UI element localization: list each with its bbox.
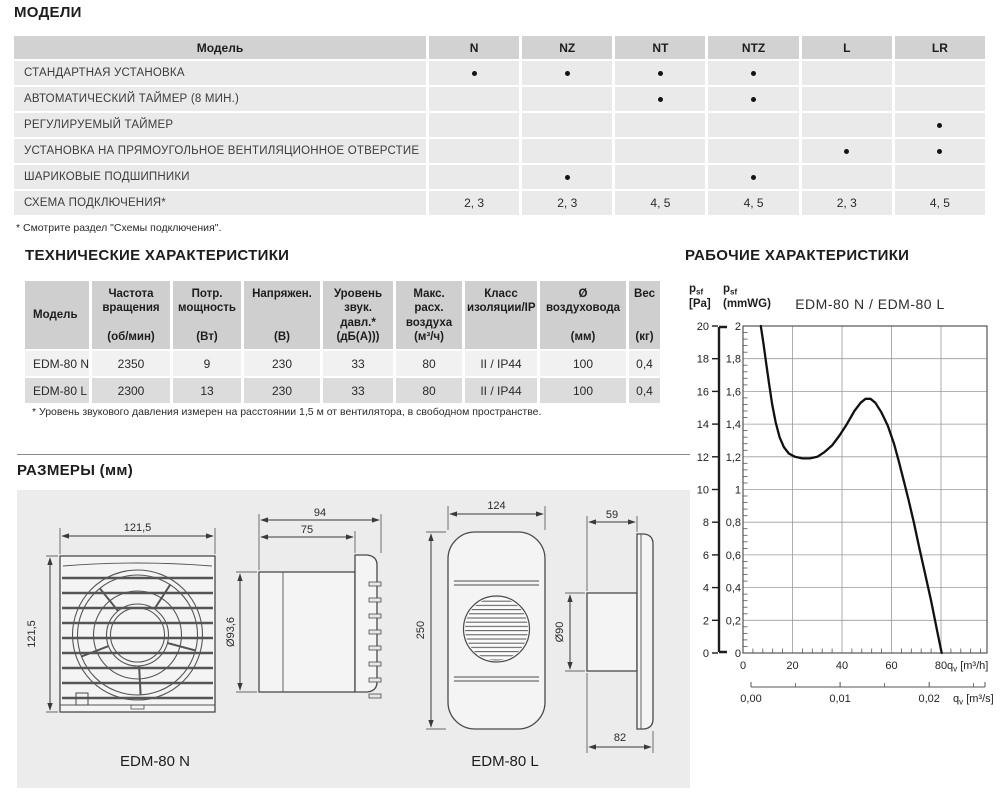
edm80l-side-view bbox=[587, 534, 653, 729]
pa-axis-unit: [Pa] bbox=[689, 298, 711, 310]
models-cell: 4, 5 bbox=[615, 191, 705, 215]
perf-title: РАБОЧИЕ ХАРАКТЕРИСТИКИ bbox=[685, 247, 910, 264]
edm80n-side-view bbox=[259, 555, 381, 698]
models-header-n: N bbox=[429, 36, 519, 59]
m3s-tick-label: 0,00 bbox=[740, 693, 762, 705]
tech-cell: 0,4 bbox=[629, 351, 660, 376]
models-cell bbox=[708, 61, 798, 85]
tech-header-name: Напряжен. bbox=[252, 288, 312, 300]
dim-l-depth-total: 82 bbox=[613, 732, 627, 744]
dim-n-front-width: 121,5 bbox=[123, 522, 152, 534]
tech-cell: 0,4 bbox=[629, 378, 660, 403]
tech-cell: 13 bbox=[173, 378, 241, 403]
tech-header-name: Частота вращения bbox=[102, 288, 160, 315]
tech-header-unit: (мм) bbox=[570, 330, 596, 343]
models-cell bbox=[802, 139, 892, 163]
models-header-model: Модель bbox=[14, 36, 426, 59]
m3s-tick-label: 0,01 bbox=[829, 693, 851, 705]
feature-dot-icon bbox=[658, 71, 663, 76]
models-cell bbox=[708, 87, 798, 111]
models-cell bbox=[802, 61, 892, 85]
tech-header-col2 bbox=[173, 281, 241, 349]
models-row-label: РЕГУЛИРУЕМЫЙ ТАЙМЕР bbox=[14, 113, 426, 137]
models-cell bbox=[522, 113, 612, 137]
models-table bbox=[14, 36, 985, 215]
edm80l-front-view bbox=[448, 532, 545, 729]
tech-table bbox=[25, 281, 660, 403]
pa-tick-label: 14 bbox=[696, 419, 709, 432]
tech-header-col5 bbox=[396, 281, 462, 349]
models-cell bbox=[895, 165, 985, 189]
tech-row-model: EDM-80 N bbox=[25, 351, 89, 376]
tech-header-name: Макс. расх. воздуха bbox=[405, 288, 453, 329]
models-header-lr: LR bbox=[895, 36, 985, 59]
tech-header-unit: (кг) bbox=[635, 330, 654, 343]
models-header-l: L bbox=[802, 36, 892, 59]
pa-tick-label: 6 bbox=[702, 549, 709, 562]
dim-n-front-height: 121,5 bbox=[26, 620, 38, 648]
models-cell bbox=[615, 61, 705, 85]
models-header-nt: NT bbox=[615, 36, 705, 59]
mmwg-tick-label: 0 bbox=[734, 648, 741, 660]
dims-title: РАЗМЕРЫ (мм) bbox=[17, 462, 134, 479]
dims-section-title bbox=[17, 462, 133, 480]
models-cell bbox=[615, 113, 705, 137]
feature-dot-icon bbox=[565, 71, 570, 76]
dimensions-panel bbox=[17, 490, 690, 788]
tech-cell: 100 bbox=[540, 351, 626, 376]
feature-dot-icon bbox=[751, 97, 756, 102]
models-cell bbox=[522, 87, 612, 111]
tech-header-name: Ø воздуховода bbox=[545, 288, 621, 315]
perf-section-title bbox=[685, 247, 909, 265]
m3h-tick-label: 80 bbox=[934, 660, 948, 672]
models-header-nz: NZ bbox=[522, 36, 612, 59]
tech-header-col1 bbox=[92, 281, 170, 349]
feature-dot-icon bbox=[937, 123, 942, 128]
models-cell bbox=[615, 139, 705, 163]
tech-header-unit: (В) bbox=[274, 330, 290, 343]
x-axis-unit-m3s: $q_v$ [m³/s] bbox=[953, 693, 994, 707]
models-cell: 4, 5 bbox=[895, 191, 985, 215]
dimensions-drawing bbox=[17, 490, 690, 788]
models-cell bbox=[615, 165, 705, 189]
tech-cell: 9 bbox=[173, 351, 241, 376]
feature-dot-icon bbox=[844, 149, 849, 154]
mmwg-tick-label: 0,6 bbox=[725, 549, 741, 562]
models-cell: 2, 3 bbox=[429, 191, 519, 215]
feature-dot-icon bbox=[937, 149, 942, 154]
tech-header-name: Потр. мощность bbox=[178, 288, 236, 315]
models-cell: 4, 5 bbox=[708, 191, 798, 215]
models-cell bbox=[708, 165, 798, 189]
models-cell bbox=[802, 113, 892, 137]
models-cell bbox=[615, 87, 705, 111]
models-header-ntz: NTZ bbox=[708, 36, 798, 59]
tech-header-col4 bbox=[323, 281, 393, 349]
models-cell bbox=[802, 87, 892, 111]
mmwg-tick-label: 1,2 bbox=[725, 451, 741, 464]
m3h-tick-label: 0 bbox=[739, 660, 747, 672]
models-title: МОДЕЛИ bbox=[14, 4, 82, 21]
mmwg-tick-label: 1,6 bbox=[725, 386, 741, 399]
pa-tick-label: 20 bbox=[696, 321, 709, 333]
grille-hatch bbox=[465, 598, 528, 661]
models-cell bbox=[708, 113, 798, 137]
tech-header-unit: (об/мин) bbox=[107, 330, 155, 343]
dim-n-duct-diameter: Ø93,6 bbox=[225, 617, 237, 647]
models-cell bbox=[895, 87, 985, 111]
tech-cell: 33 bbox=[323, 378, 393, 403]
models-cell bbox=[522, 165, 612, 189]
feature-dot-icon bbox=[565, 175, 570, 180]
feature-dot-icon bbox=[658, 97, 663, 102]
models-cell bbox=[895, 113, 985, 137]
models-cell bbox=[708, 139, 798, 163]
tech-cell: 100 bbox=[540, 378, 626, 403]
section-divider bbox=[17, 454, 690, 455]
tech-cell: 80 bbox=[396, 351, 462, 376]
dim-l-depth-duct: 59 bbox=[605, 509, 619, 521]
tech-cell: 2350 bbox=[92, 351, 170, 376]
x-axis-unit-m3h: $q_v$ [m³/h] bbox=[947, 660, 989, 674]
edm80l-caption: EDM-80 L bbox=[471, 753, 539, 770]
models-row-label: АВТОМАТИЧЕСКИЙ ТАЙМЕР (8 МИН.) bbox=[14, 87, 426, 111]
tech-header-unit: (дБ(А))) bbox=[336, 331, 380, 344]
models-cell: 2, 3 bbox=[522, 191, 612, 215]
m3h-tick-label: 20 bbox=[786, 660, 799, 672]
models-cell bbox=[429, 113, 519, 137]
mmwg-tick-label: 1,8 bbox=[725, 353, 741, 366]
pa-tick-label: 18 bbox=[696, 353, 709, 366]
tech-cell: 2300 bbox=[92, 378, 170, 403]
tech-cell: II / IP44 bbox=[465, 378, 537, 403]
tech-row-model: EDM-80 L bbox=[25, 378, 89, 403]
tech-header-unit: (Вт) bbox=[196, 330, 218, 343]
feature-dot-icon bbox=[751, 175, 756, 180]
dim-n-depth-total: 94 bbox=[313, 507, 327, 519]
pa-tick-label: 16 bbox=[696, 386, 709, 399]
models-row-label: СХЕМА ПОДКЛЮЧЕНИЯ* bbox=[14, 191, 426, 215]
mmwg-tick-label: 0,8 bbox=[725, 517, 741, 530]
pa-tick-label: 0 bbox=[702, 648, 709, 660]
tech-cell: 230 bbox=[244, 378, 320, 403]
models-cell bbox=[429, 139, 519, 163]
models-cell bbox=[895, 139, 985, 163]
pa-tick-label: 12 bbox=[696, 451, 709, 464]
models-cell bbox=[802, 165, 892, 189]
models-row-label: УСТАНОВКА НА ПРЯМОУГОЛЬНОЕ ВЕНТИЛЯЦИОННОЕ ОТВЕРСТИЕ bbox=[14, 139, 426, 163]
pa-tick-label: 8 bbox=[702, 517, 709, 530]
tech-header-col8 bbox=[629, 281, 660, 349]
pa-tick-label: 10 bbox=[696, 484, 709, 497]
models-cell bbox=[429, 165, 519, 189]
models-row-label: СТАНДАРТНАЯ УСТАНОВКА bbox=[14, 61, 426, 85]
mmwg-axis-symbol: $p_{sf}$ bbox=[723, 283, 738, 297]
models-footnote: * Смотрите раздел "Схемы подключения". bbox=[16, 222, 222, 234]
edm80n-front-view bbox=[60, 556, 215, 712]
mmwg-tick-label: 1,4 bbox=[725, 419, 741, 432]
feature-dot-icon bbox=[472, 71, 477, 76]
pa-axis-symbol: $p_{sf}$ bbox=[689, 283, 704, 297]
tech-header-name: Класс изоляции/IP bbox=[467, 288, 536, 315]
chart-title: EDM-80 N / EDM-80 L bbox=[795, 296, 945, 312]
models-cell bbox=[522, 139, 612, 163]
tech-cell: 230 bbox=[244, 351, 320, 376]
mmwg-tick-label: 1 bbox=[734, 484, 741, 497]
tech-header-col7 bbox=[540, 281, 626, 349]
m3h-tick-label: 60 bbox=[885, 660, 898, 672]
mmwg-axis-unit: (mmWG) bbox=[723, 298, 771, 310]
tech-cell: II / IP44 bbox=[465, 351, 537, 376]
dim-l-front-width: 124 bbox=[487, 500, 506, 512]
dim-n-depth-duct: 75 bbox=[300, 524, 314, 536]
chart-plot-area bbox=[697, 321, 987, 705]
tech-footnote: * Уровень звукового давления измерен на расстоянии 1,5 м от вентилятора, в свободном пространстве. bbox=[32, 406, 542, 418]
dim-l-duct-diameter: Ø90 bbox=[554, 621, 566, 643]
tech-cell: 33 bbox=[323, 351, 393, 376]
models-cell bbox=[429, 87, 519, 111]
models-cell bbox=[895, 61, 985, 85]
tech-header-col0 bbox=[25, 281, 89, 349]
mmwg-tick-label: 0,4 bbox=[725, 582, 741, 595]
models-section-title bbox=[14, 4, 82, 22]
tech-title: ТЕХНИЧЕСКИЕ ХАРАКТЕРИСТИКИ bbox=[25, 247, 290, 264]
dim-l-front-height: 250 bbox=[415, 620, 427, 640]
tech-header-name: Модель bbox=[33, 309, 78, 322]
models-cell: 2, 3 bbox=[802, 191, 892, 215]
pa-tick-label: 2 bbox=[702, 615, 709, 628]
pa-axis-hooks bbox=[719, 327, 727, 652]
tech-cell: 80 bbox=[396, 378, 462, 403]
performance-chart bbox=[685, 280, 1000, 710]
models-row-label: ШАРИКОВЫЕ ПОДШИПНИКИ bbox=[14, 165, 426, 189]
tech-header-name: Вес bbox=[634, 288, 655, 300]
tech-header-name: Уровень звук. давл.* bbox=[333, 288, 383, 329]
models-cell bbox=[429, 61, 519, 85]
mmwg-tick-label: 2 bbox=[734, 321, 741, 333]
edm80n-caption: EDM-80 N bbox=[119, 753, 191, 770]
pa-tick-label: 4 bbox=[702, 582, 709, 595]
tech-section-title bbox=[25, 247, 289, 265]
feature-dot-icon bbox=[751, 71, 756, 76]
m3h-tick-label: 40 bbox=[835, 660, 849, 672]
mmwg-tick-label: 0,2 bbox=[725, 615, 741, 628]
models-cell bbox=[522, 61, 612, 85]
tech-header-col6 bbox=[465, 281, 537, 349]
tech-header-unit: (м³/ч) bbox=[414, 331, 444, 344]
tech-header-col3 bbox=[244, 281, 320, 349]
m3s-tick-label: 0,02 bbox=[918, 693, 940, 705]
